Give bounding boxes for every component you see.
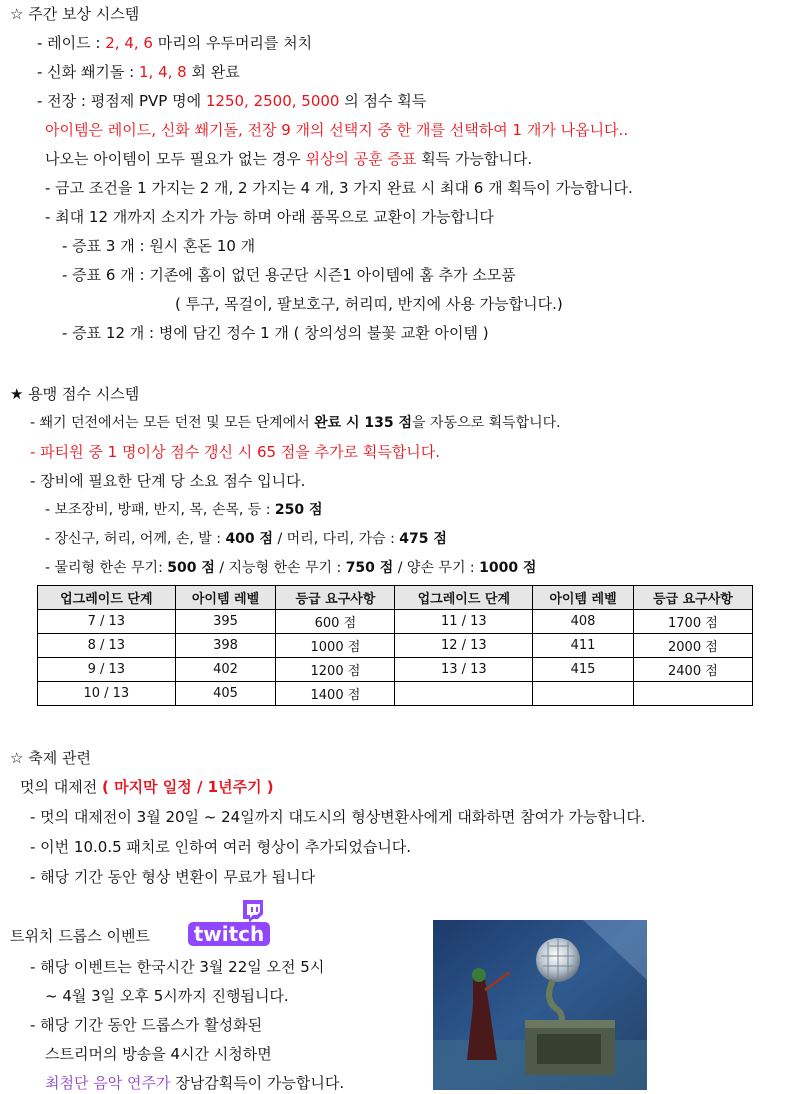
cost2-value: 400 점: [225, 531, 274, 547]
valor-line-2: - 파티원 중 1 명이상 점수 갱신 시 65 점을 추가로 획득합니다.: [30, 443, 441, 461]
weekly-exchange-2: - 증표 6 개 : 기존에 홈이 없던 용군단 시즌1 아이템에 홈 추가 소모품: [62, 266, 516, 284]
table-cell: [395, 682, 533, 706]
weekly-max: - 최대 12 개까지 소지가 가능 하며 아래 품목으로 교환이 가능합니다: [45, 208, 494, 226]
weekly-raid: [37, 32, 312, 54]
table-cell: [633, 682, 752, 706]
table-cell: 1700 점: [633, 610, 752, 634]
twitch-line-2: - 해당 기간 동안 드롭스가 활성화된: [30, 1016, 263, 1034]
valor-l1-text: - 쐐기 던전에서는 모든 던전 및 모든 단계에서: [30, 415, 315, 431]
table-header: 아이템 레벨: [175, 586, 276, 610]
valor-title: ★ 용맹 점수 시스템: [10, 385, 140, 403]
weekly-vault: - 금고 조건을 1 가지는 2 개, 2 가지는 4 개, 3 가지 완료 시 최대 6 개 획득이 가능합니다.: [45, 179, 633, 197]
cost3-value-c: 1000 점: [479, 560, 537, 576]
table-cell: 405: [175, 682, 276, 706]
twitch-line-3: [45, 1072, 344, 1094]
table-row: [38, 658, 753, 682]
table-header-row: [38, 586, 753, 610]
mythic-counts: 1, 4, 8: [139, 63, 187, 81]
table-cell: 2000 점: [633, 634, 752, 658]
table-cell: 402: [175, 658, 276, 682]
weekly-mythic: [37, 61, 240, 83]
valor-cost-2: [45, 528, 447, 550]
table-cell: 395: [175, 610, 276, 634]
valor-l1-score: 완료 시 135 점: [314, 415, 413, 431]
cost3-label: - 물리형 한손 무기:: [45, 560, 168, 576]
raid-counts: 2, 4, 6: [105, 34, 153, 52]
valor-line-1: [30, 412, 561, 434]
table-header: 아이템 레벨: [533, 586, 634, 610]
cost3-label-b: / 지능형 한손 무기 :: [214, 560, 346, 576]
twitch-line-1b: ~ 4월 3일 오후 5시까지 진행됩니다.: [45, 987, 289, 1005]
table-cell: 408: [533, 610, 634, 634]
table-header: 업그레이드 단계: [395, 586, 533, 610]
festival-schedule: ( 마지막 일정 / 1년주기 ): [102, 778, 274, 796]
reward-toy-name: 최첨단 음악 연주가: [45, 1074, 171, 1092]
table-cell: 1400 점: [276, 682, 395, 706]
notice2-token: 위상의 공훈 증표: [305, 150, 417, 168]
cost1-value: 250 점: [274, 502, 323, 518]
table-cell: 10 / 13: [38, 682, 176, 706]
cost2-label-b: / 머리, 다리, 가슴 :: [273, 531, 400, 547]
festival-name: 멋의 대제전: [20, 778, 102, 796]
weekly-exchange-3: - 증표 12 개 : 병에 담긴 정수 1 개 ( 창의성의 불꽃 교환 아이템 ): [62, 324, 489, 342]
table-header: 업그레이드 단계: [38, 586, 176, 610]
weekly-notice: 아이템은 레이드, 신화 쐐기돌, 전장 9 개의 선택지 중 한 개를 선택하여 1 개가 나옵니다..: [45, 121, 629, 139]
twitch-line-2b: 스트리머의 방송을 4시간 시청하면: [45, 1045, 272, 1063]
table-cell: 411: [533, 634, 634, 658]
weekly-title: ☆ 주간 보상 시스템: [10, 5, 140, 23]
weekly-exchange-1: - 증표 3 개 : 원시 혼돈 10 개: [62, 237, 256, 255]
cost3-label-c: / 양손 무기 :: [393, 560, 480, 576]
toy-screenshot-image: [433, 920, 647, 1090]
mythic-label: - 신화 쐐기돌 :: [37, 63, 139, 81]
twitch-line-1: - 해당 이벤트는 한국시간 3월 22일 오전 5시: [30, 958, 325, 976]
valor-cost-1: [45, 499, 323, 521]
table-cell: 1200 점: [276, 658, 395, 682]
table-cell: 7 / 13: [38, 610, 176, 634]
pvp-desc: 의 점수 획득: [339, 92, 427, 110]
table-header: 등급 요구사항: [633, 586, 752, 610]
cost2-value-b: 475 점: [399, 531, 447, 547]
notice2-text: 나오는 아이템이 모두 필요가 없는 경우: [45, 150, 306, 168]
table-cell: 1000 점: [276, 634, 395, 658]
table-cell: 13 / 13: [395, 658, 533, 682]
table-cell: 8 / 13: [38, 634, 176, 658]
table-header: 등급 요구사항: [276, 586, 395, 610]
festival-title: ☆ 축제 관련: [10, 749, 91, 767]
notice2-tail: 획득 가능합니다.: [416, 150, 533, 168]
reward-desc: 장남감획득이 가능합니다.: [170, 1074, 345, 1092]
festival-line-3: - 해당 기간 동안 형상 변환이 무료가 됩니다: [30, 868, 316, 886]
table-cell: 398: [175, 634, 276, 658]
table-cell: 415: [533, 658, 634, 682]
valor-l1-tail: 을 자동으로 획득합니다.: [412, 415, 561, 431]
valor-line-3: - 장비에 필요한 단계 당 소요 점수 입니다.: [30, 472, 306, 490]
raid-desc: 마리의 우두머리를 처치: [152, 34, 313, 52]
table-cell: 600 점: [276, 610, 395, 634]
table-row: [38, 634, 753, 658]
valor-cost-3: [45, 557, 536, 579]
pvp-scores: 1250, 2500, 5000: [205, 92, 340, 110]
twitch-logo-text: twitch: [193, 922, 265, 946]
table-row: [38, 682, 753, 706]
cost2-label: - 장신구, 허리, 어께, 손, 발 :: [45, 531, 226, 547]
table-row: [38, 610, 753, 634]
festival-line-1: - 멋의 대제전이 3월 20일 ~ 24일까지 대도시의 형상변환사에게 대화하면 참여가 가능합니다.: [30, 808, 646, 826]
cost3-value: 500 점: [167, 560, 215, 576]
twitch-logo-icon: [188, 898, 270, 948]
pvp-label: - 전장 : 평점제 PVP 명에: [37, 92, 206, 110]
festival-line-2: - 이번 10.0.5 패치로 인하여 여러 형상이 추가되었습니다.: [30, 838, 412, 856]
upgrade-table: [37, 585, 753, 706]
table-cell: 2400 점: [633, 658, 752, 682]
weekly-exchange-2-note: ( 투구, 목걸이, 팔보호구, 허리띠, 반지에 사용 가능합니다.): [175, 295, 563, 313]
weekly-notice-2: [45, 148, 532, 170]
festival-subtitle: [20, 776, 274, 798]
cost1-label: - 보조장비, 방패, 반지, 목, 손목, 등 :: [45, 502, 275, 518]
table-cell: 12 / 13: [395, 634, 533, 658]
weekly-pvp: [37, 90, 426, 112]
raid-label: - 레이드 :: [37, 34, 106, 52]
table-cell: 11 / 13: [395, 610, 533, 634]
cost3-value-b: 750 점: [345, 560, 394, 576]
twitch-title: 트위치 드롭스 이벤트: [10, 927, 150, 945]
table-cell: [533, 682, 634, 706]
table-cell: 9 / 13: [38, 658, 176, 682]
mythic-desc: 회 완료: [186, 63, 240, 81]
